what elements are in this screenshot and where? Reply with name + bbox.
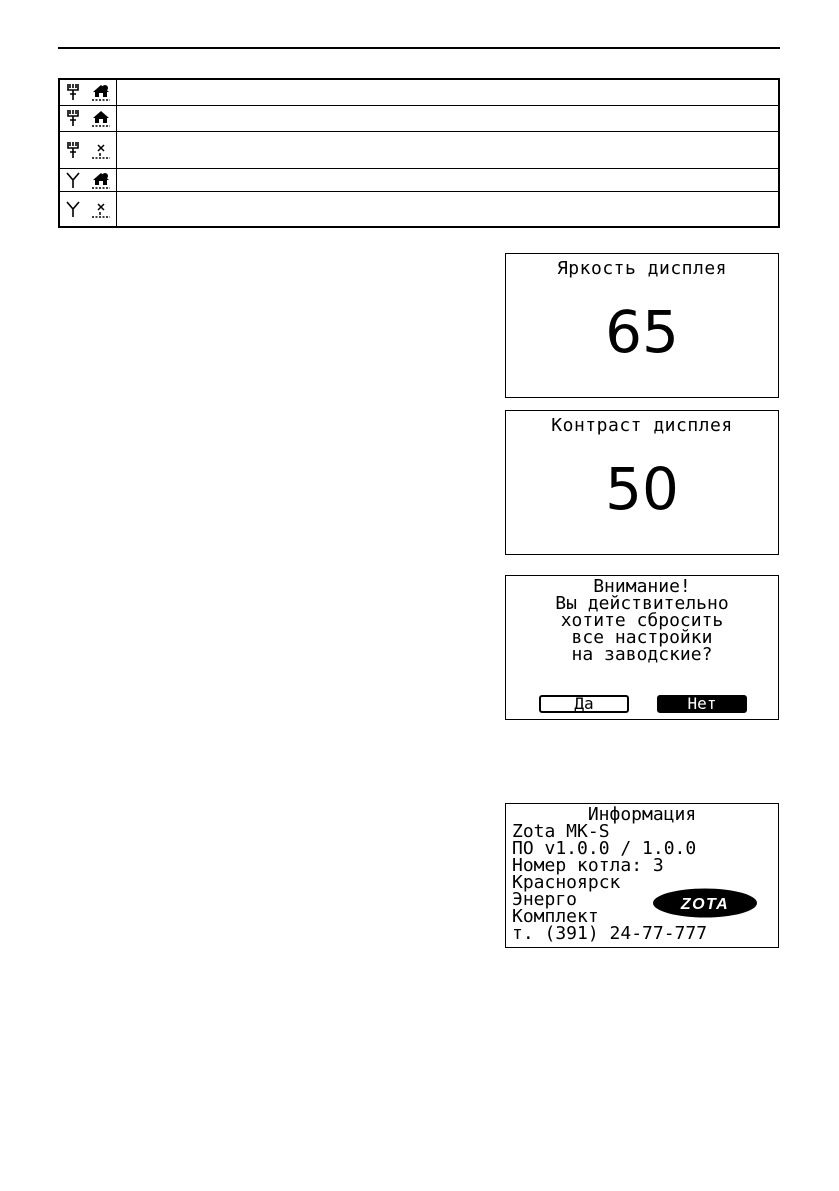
- table-row: [59, 131, 779, 168]
- house-signal-icon: [90, 82, 112, 102]
- antenna-plug-icon: [66, 82, 80, 102]
- brightness-value: 65: [605, 298, 679, 366]
- info-heading: Информация: [587, 804, 697, 825]
- description-cell: [117, 105, 780, 131]
- description-cell: [117, 168, 780, 191]
- contrast-value: 50: [605, 455, 679, 523]
- warning-line: Вы действительно: [555, 593, 729, 614]
- reset-confirm-screen: [505, 575, 779, 720]
- antenna-icon: [66, 199, 80, 219]
- company-line: Красноярск: [512, 872, 621, 893]
- contrast-screen: [505, 410, 779, 555]
- icon-cell: [59, 168, 117, 191]
- house-disconnected-icon: [90, 199, 112, 219]
- contrast-title: Контраст дисплея: [551, 415, 733, 436]
- table-row: [59, 191, 779, 227]
- warning-heading: Внимание!: [593, 576, 691, 597]
- icon-cell: [59, 191, 117, 227]
- yes-button[interactable]: Да: [539, 695, 629, 713]
- icon-cell: [59, 79, 117, 105]
- antenna-plug-icon: [66, 108, 80, 128]
- zota-logo: [652, 888, 758, 918]
- warning-line: на заводские?: [571, 644, 713, 665]
- antenna-icon: [66, 170, 80, 190]
- description-cell: [117, 191, 780, 227]
- house-lit-icon: [90, 108, 112, 128]
- firmware-text: ПО v1.0.0 / 1.0.0: [512, 838, 697, 859]
- house-signal-icon: [90, 170, 112, 190]
- boiler-number-text: Номер котла: 3: [512, 855, 664, 876]
- logo-text: ZOTA: [680, 896, 730, 913]
- reset-warning-text: [506, 578, 778, 663]
- house-disconnected-icon: [90, 140, 112, 160]
- no-button[interactable]: Нет: [657, 695, 747, 713]
- description-cell: [117, 79, 780, 105]
- phone-text: т. (391) 24-77-777: [512, 923, 708, 944]
- antenna-plug-icon: [66, 140, 80, 160]
- warning-line: хотите сбросить: [560, 610, 724, 631]
- icon-legend-table: [58, 78, 780, 228]
- info-screen: [505, 803, 779, 948]
- warning-line: все настройки: [571, 627, 713, 648]
- table-row: [59, 168, 779, 191]
- model-text: Zota MK-S: [512, 821, 610, 842]
- table-row: [59, 105, 779, 131]
- table-row: [59, 79, 779, 105]
- page-top-rule: [58, 47, 780, 49]
- company-line: Энерго: [512, 889, 578, 910]
- company-line: Комплект: [512, 906, 599, 927]
- icon-cell: [59, 131, 117, 168]
- brightness-title: Яркость дисплея: [556, 258, 728, 279]
- brightness-screen: [505, 253, 779, 398]
- icon-cell: [59, 105, 117, 131]
- description-cell: [117, 131, 780, 168]
